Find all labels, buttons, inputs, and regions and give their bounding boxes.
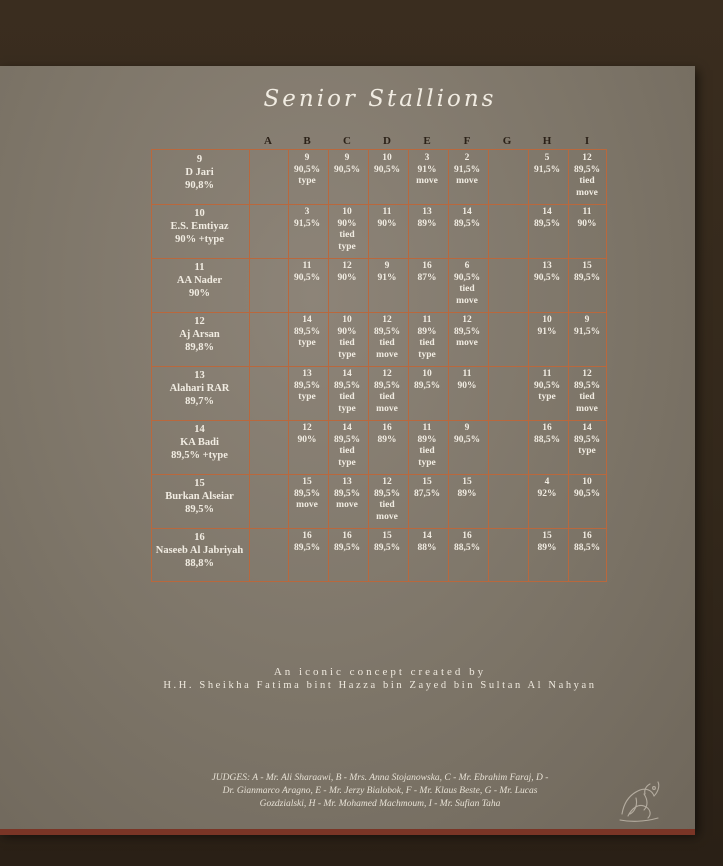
placing: 12 xyxy=(582,153,592,163)
score-cell xyxy=(527,477,567,500)
score: 90% xyxy=(457,380,477,391)
judge-column-e: E xyxy=(423,135,431,147)
score: 89,5% xyxy=(573,164,601,175)
score-cell xyxy=(367,261,407,284)
horse-name: Naseeb Al Jabriyah xyxy=(155,545,244,556)
horse-entry xyxy=(151,369,248,408)
score: 90% xyxy=(337,326,357,337)
score: 89% xyxy=(417,218,437,229)
remark: move xyxy=(456,338,478,348)
horse-no: 9 xyxy=(196,154,203,165)
score-cell xyxy=(407,153,447,188)
score-cell xyxy=(327,369,367,415)
score: 92% xyxy=(537,488,557,499)
score: 91,5% xyxy=(573,326,601,337)
score: 87% xyxy=(417,272,437,283)
grid-horizontal-line xyxy=(152,204,606,205)
score-cell xyxy=(327,153,367,176)
score-cell xyxy=(287,153,327,188)
score: 90,5% xyxy=(533,272,561,283)
placing: 6 xyxy=(464,261,470,271)
horse-name: E.S. Emtiyaz xyxy=(170,221,229,232)
grid-horizontal-line xyxy=(152,366,606,367)
placing: 2 xyxy=(464,153,470,163)
score: 90,5% xyxy=(293,164,321,175)
score-cell xyxy=(447,153,487,188)
placing: 3 xyxy=(424,153,430,163)
credit-line-2: H.H. Sheikha Fatima bint Hazza bin Zayed bin Sultan Al Nahyan xyxy=(163,680,597,691)
placing: 15 xyxy=(302,477,312,487)
score: 90,5% xyxy=(533,380,561,391)
horse-score: 90% +type xyxy=(175,234,224,245)
score-cell xyxy=(527,261,567,284)
score: 90% xyxy=(577,218,597,229)
score-cell xyxy=(407,477,447,500)
score: 90,5% xyxy=(373,164,401,175)
horse-score: 89,5% xyxy=(185,504,214,515)
score: 89,5% xyxy=(373,380,401,391)
placing: 9 xyxy=(584,315,590,325)
horse-name: Burkan Alseiar xyxy=(165,491,234,502)
horse-no: 11 xyxy=(194,262,205,273)
score: 89,5% xyxy=(293,488,321,499)
score: 88,5% xyxy=(573,542,601,553)
score-cell xyxy=(327,423,367,469)
placing: 15 xyxy=(462,477,472,487)
remark: move xyxy=(376,349,398,360)
placing: 16 xyxy=(382,423,392,433)
placing: 13 xyxy=(542,261,552,271)
remark: type xyxy=(338,457,356,468)
score: 88% xyxy=(417,542,437,553)
horse-no: 12 xyxy=(194,316,205,327)
grid-horizontal-line xyxy=(152,420,606,421)
score-cell xyxy=(407,531,447,554)
placing: 10 xyxy=(582,477,592,487)
score: 89,5% xyxy=(453,218,481,229)
score-cell xyxy=(447,315,487,350)
score: 90% xyxy=(297,434,317,445)
placing: 10 xyxy=(422,369,432,379)
horse-score: 90,8% xyxy=(185,180,214,191)
placing: 14 xyxy=(422,531,432,541)
horse-name: KA Badi xyxy=(180,437,219,448)
horse-score: 89,7% xyxy=(185,396,214,407)
placing: 14 xyxy=(582,423,592,433)
horse-no: 16 xyxy=(194,532,205,543)
score: 89,5% xyxy=(373,326,401,337)
score: 88,5% xyxy=(533,434,561,445)
credit-line-1: An iconic concept created by xyxy=(273,666,487,678)
score: 89% xyxy=(537,542,557,553)
horse-name: Alahari RAR xyxy=(169,383,230,394)
score: 89,5% xyxy=(413,380,441,391)
score: 89,5% xyxy=(373,542,401,553)
remark: move xyxy=(576,403,598,414)
score: 89,5% xyxy=(293,326,321,337)
placing: 12 xyxy=(302,423,312,433)
remark: type xyxy=(578,446,596,456)
remark: tied xyxy=(379,392,395,402)
score-cell xyxy=(287,207,327,230)
score: 91,5% xyxy=(453,164,481,175)
horse-name: D Jari xyxy=(185,167,214,178)
horse-score: 89,5% +type xyxy=(171,450,228,461)
horse-score: 89,8% xyxy=(185,342,214,353)
remark: tied xyxy=(339,392,355,402)
score: 89% xyxy=(377,434,397,445)
score: 91% xyxy=(417,164,437,175)
placing: 14 xyxy=(302,315,312,325)
judge-column-c: C xyxy=(343,135,351,147)
score-cell xyxy=(367,477,407,523)
remark: move xyxy=(376,403,398,414)
score: 91,5% xyxy=(293,218,321,229)
score-cell xyxy=(567,261,607,284)
score: 89,5% xyxy=(333,542,361,553)
placing: 10 xyxy=(382,153,392,163)
remark: tied xyxy=(419,446,435,456)
score-cell xyxy=(287,423,327,446)
horse-entry xyxy=(151,315,248,354)
placing: 16 xyxy=(422,261,432,271)
placing: 9 xyxy=(464,423,470,433)
placing: 11 xyxy=(422,423,432,433)
score: 90,5% xyxy=(293,272,321,283)
score-cell xyxy=(367,423,407,446)
grid-horizontal-line xyxy=(152,312,606,313)
score: 90,5% xyxy=(573,488,601,499)
score-cell xyxy=(327,315,367,361)
score: 89,5% xyxy=(293,380,321,391)
score-cell xyxy=(367,207,407,230)
score: 91% xyxy=(537,326,557,337)
horse-entry xyxy=(151,531,248,570)
score-cell xyxy=(447,369,487,392)
judge-column-f: F xyxy=(463,135,471,147)
placing: 12 xyxy=(382,477,392,487)
score-cell xyxy=(407,369,447,392)
placing: 14 xyxy=(342,423,352,433)
placing: 16 xyxy=(542,423,552,433)
score-cell xyxy=(407,315,447,361)
placing: 9 xyxy=(344,153,350,163)
remark: tied xyxy=(579,392,595,402)
score-cell xyxy=(407,207,447,230)
grid-horizontal-line xyxy=(152,258,606,259)
score-cell xyxy=(327,477,367,512)
placing: 10 xyxy=(542,315,552,325)
score: 89,5% xyxy=(373,488,401,499)
score: 88,5% xyxy=(453,542,481,553)
placing: 14 xyxy=(342,369,352,379)
placing: 12 xyxy=(582,369,592,379)
placing: 14 xyxy=(542,207,552,217)
score-cell xyxy=(567,207,607,230)
score-cell xyxy=(527,531,567,554)
judge-column-h: H xyxy=(542,135,552,147)
remark: tied xyxy=(339,230,355,240)
score-cell xyxy=(287,531,327,554)
score-cell xyxy=(367,531,407,554)
judge-column-i: I xyxy=(584,135,590,147)
remark: move xyxy=(336,500,358,510)
score-cell xyxy=(367,153,407,176)
placing: 10 xyxy=(342,315,352,325)
score: 89,5% xyxy=(573,380,601,391)
score-cell xyxy=(447,261,487,307)
score: 89% xyxy=(417,326,437,337)
calligraphic-horse-logo-icon xyxy=(614,776,666,824)
score-cell xyxy=(527,153,567,176)
horse-no: 15 xyxy=(194,478,205,489)
score-cell xyxy=(527,207,567,230)
score: 89,5% xyxy=(573,434,601,445)
score: 89% xyxy=(417,434,437,445)
remark: type xyxy=(338,403,356,414)
remark: type xyxy=(538,392,556,402)
score: 89,5% xyxy=(333,488,361,499)
score: 91% xyxy=(377,272,397,283)
judge-column-a: A xyxy=(264,135,272,147)
horse-entry xyxy=(151,153,248,192)
placing: 4 xyxy=(544,477,550,487)
remark: tied xyxy=(579,176,595,186)
horse-name: Aj Arsan xyxy=(179,329,220,340)
placing: 9 xyxy=(384,261,390,271)
placing: 11 xyxy=(582,207,592,217)
score: 90% xyxy=(337,272,357,283)
placing: 15 xyxy=(422,477,432,487)
placing: 11 xyxy=(542,369,552,379)
placing: 12 xyxy=(342,261,352,271)
score: 89,5% xyxy=(333,434,361,445)
remark: type xyxy=(338,349,356,360)
score-cell xyxy=(567,477,607,500)
score-cell xyxy=(527,423,567,446)
placing: 15 xyxy=(582,261,592,271)
score: 87,5% xyxy=(413,488,441,499)
remark: move xyxy=(456,295,478,306)
score-cell xyxy=(567,315,607,338)
remark: type xyxy=(298,392,316,402)
placing: 9 xyxy=(304,153,310,163)
score-cell xyxy=(447,207,487,230)
placing: 12 xyxy=(382,369,392,379)
score-cell xyxy=(327,531,367,554)
remark: type xyxy=(418,457,436,468)
score: 89,5% xyxy=(533,218,561,229)
remark: move xyxy=(296,500,318,510)
score: 90,5% xyxy=(453,272,481,283)
horse-name: AA Nader xyxy=(176,275,223,286)
placing: 15 xyxy=(542,531,552,541)
score: 89,5% xyxy=(573,272,601,283)
score-cell xyxy=(567,423,607,458)
placing: 15 xyxy=(382,531,392,541)
score-cell xyxy=(527,315,567,338)
bottom-accent-strip xyxy=(0,829,695,835)
horse-no: 13 xyxy=(194,370,205,381)
score-cell xyxy=(287,369,327,404)
horse-entry xyxy=(151,261,248,300)
score-cell xyxy=(407,423,447,469)
score-cell xyxy=(327,207,367,253)
score-cell xyxy=(447,477,487,500)
score: 89,5% xyxy=(453,326,481,337)
remark: move xyxy=(576,187,598,198)
score: 89% xyxy=(457,488,477,499)
judge-column-g: G xyxy=(502,135,512,147)
score-cell xyxy=(527,369,567,404)
placing: 10 xyxy=(342,207,352,217)
score: 90% xyxy=(337,218,357,229)
remark: tied xyxy=(339,338,355,348)
score-cell xyxy=(287,315,327,350)
score-cell xyxy=(567,369,607,415)
placing: 11 xyxy=(422,315,432,325)
placing: 14 xyxy=(462,207,472,217)
remark: tied xyxy=(419,338,435,348)
score: 90,5% xyxy=(333,164,361,175)
remark: tied xyxy=(379,500,395,510)
remark: tied xyxy=(459,284,475,294)
remark: move xyxy=(456,176,478,186)
placing: 16 xyxy=(342,531,352,541)
horse-score: 88,8% xyxy=(185,558,214,569)
judge-column-b: B xyxy=(303,135,311,147)
remark: type xyxy=(338,241,356,252)
placing: 13 xyxy=(342,477,352,487)
remark: move xyxy=(416,176,438,186)
score: 89,5% xyxy=(293,542,321,553)
score-cell xyxy=(407,261,447,284)
remark: move xyxy=(376,511,398,522)
horse-no: 14 xyxy=(194,424,205,435)
grid-horizontal-line xyxy=(152,528,606,529)
remark: tied xyxy=(339,446,355,456)
placing: 16 xyxy=(462,531,472,541)
remark: type xyxy=(418,349,436,360)
placing: 16 xyxy=(302,531,312,541)
score-cell xyxy=(447,531,487,554)
placing: 13 xyxy=(302,369,312,379)
placing: 16 xyxy=(582,531,592,541)
horse-no: 10 xyxy=(194,208,205,219)
score-cell xyxy=(287,477,327,512)
score-cell xyxy=(327,261,367,284)
score-cell xyxy=(367,315,407,361)
horse-score: 90% xyxy=(189,288,210,299)
remark: type xyxy=(298,176,316,186)
placing: 11 xyxy=(302,261,312,271)
horse-entry xyxy=(151,207,248,246)
placing: 13 xyxy=(422,207,432,217)
grid-horizontal-line xyxy=(152,474,606,475)
score-cell xyxy=(447,423,487,446)
horse-entry xyxy=(151,423,248,462)
placing: 12 xyxy=(462,315,472,325)
page-title: Senior Stallions xyxy=(263,86,497,112)
remark: tied xyxy=(379,338,395,348)
placing: 3 xyxy=(304,207,310,217)
score: 90,5% xyxy=(453,434,481,445)
placing: 11 xyxy=(382,207,392,217)
placing: 12 xyxy=(382,315,392,325)
judges-list: JUDGES: A - Mr. Ali Sharaawi, B - Mrs. Anna Stojanowska, C - Mr. Ebrahim Faraj, D - Dr. Gianmarco Aragno, E - Mr. Jerzy Bialobok, F - Mr. Klaus Beste, G - Mr. Lucas Gozdzialski, H - Mr. Mohamed Machmoum, I - Mr. Sufian Taha xyxy=(211,773,549,809)
score-cell xyxy=(287,261,327,284)
score: 91,5% xyxy=(533,164,561,175)
score-cell xyxy=(567,531,607,554)
score: 89,5% xyxy=(333,380,361,391)
remark: type xyxy=(298,338,316,348)
score: 90% xyxy=(377,218,397,229)
placing: 5 xyxy=(544,153,550,163)
horse-entry xyxy=(151,477,248,516)
score-cell xyxy=(367,369,407,415)
placing: 11 xyxy=(462,369,472,379)
score-cell xyxy=(567,153,607,199)
judge-column-d: D xyxy=(383,135,391,147)
